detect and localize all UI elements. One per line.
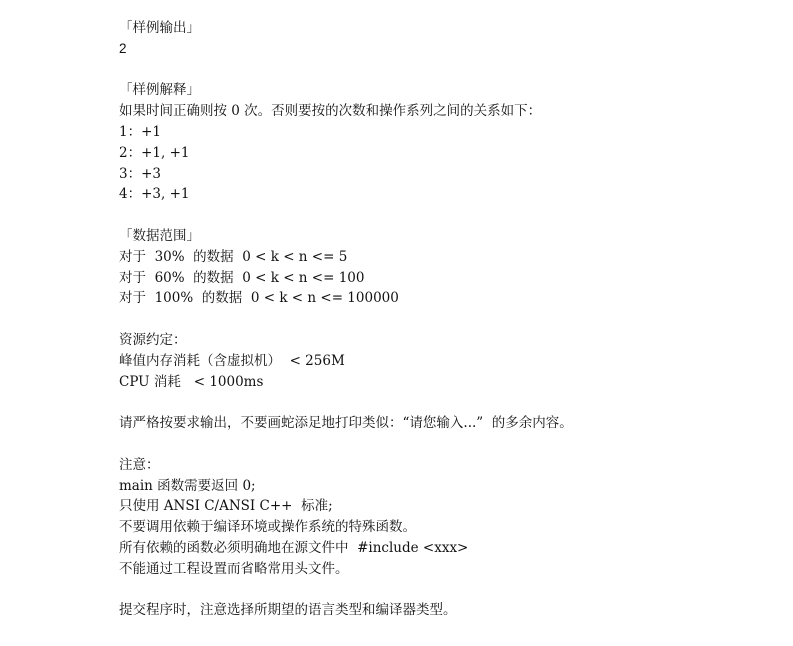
spacer <box>119 60 779 81</box>
resources-heading: 资源约定： <box>119 331 187 348</box>
sample-output-heading: 「样例输出」 <box>119 20 200 36</box>
sample-output-value: 2 <box>119 40 127 56</box>
data-range-item: 对于 30% 的数据 0 < k < n <= 5 <box>119 248 348 265</box>
peak-memory-limit: 峰值内存消耗（含虚拟机） < 256M <box>119 352 345 369</box>
output-notice: 请严格按要求输出，不要画蛇添足地打印类似：“请您输入...” 的多余内容。 <box>119 415 573 432</box>
data-range-item: 对于 60% 的数据 0 < k < n <= 100 <box>119 269 365 286</box>
sample-explanation-item: 1：+1 <box>119 123 161 140</box>
spacer <box>119 392 779 413</box>
sample-explanation-item: 3：+3 <box>119 165 161 182</box>
spacer <box>119 205 779 226</box>
notes-heading: 注意： <box>119 456 160 473</box>
problem-statement-document <box>119 18 779 621</box>
sample-explanation-item: 2：+1, +1 <box>119 144 190 161</box>
data-range-item: 对于 100% 的数据 0 < k < n <= 100000 <box>119 290 399 307</box>
spacer <box>119 580 779 601</box>
submit-notice: 提交程序时，注意选择所期望的语言类型和编译器类型。 <box>119 602 457 619</box>
sample-explanation-item: 4：+3, +1 <box>119 186 190 203</box>
sample-explanation-heading: 「样例解释」 <box>119 82 200 99</box>
note-item: main 函数需要返回 0; <box>119 477 256 494</box>
note-item: 不要调用依赖于编译环境或操作系统的特殊函数。 <box>119 519 416 536</box>
spacer <box>119 309 779 330</box>
cpu-time-limit: CPU 消耗 < 1000ms <box>119 373 264 390</box>
note-item: 只使用 ANSI C/ANSI C++ 标准; <box>119 498 333 515</box>
spacer <box>119 434 779 455</box>
note-item: 所有依赖的函数必须明确地在源文件中 #include <xxx> <box>119 539 469 556</box>
data-range-heading: 「数据范围」 <box>119 227 200 244</box>
sample-explanation-intro: 如果时间正确则按 0 次。否则要按的次数和操作系列之间的关系如下： <box>119 103 542 120</box>
note-item: 不能通过工程设置而省略常用头文件。 <box>119 560 349 577</box>
